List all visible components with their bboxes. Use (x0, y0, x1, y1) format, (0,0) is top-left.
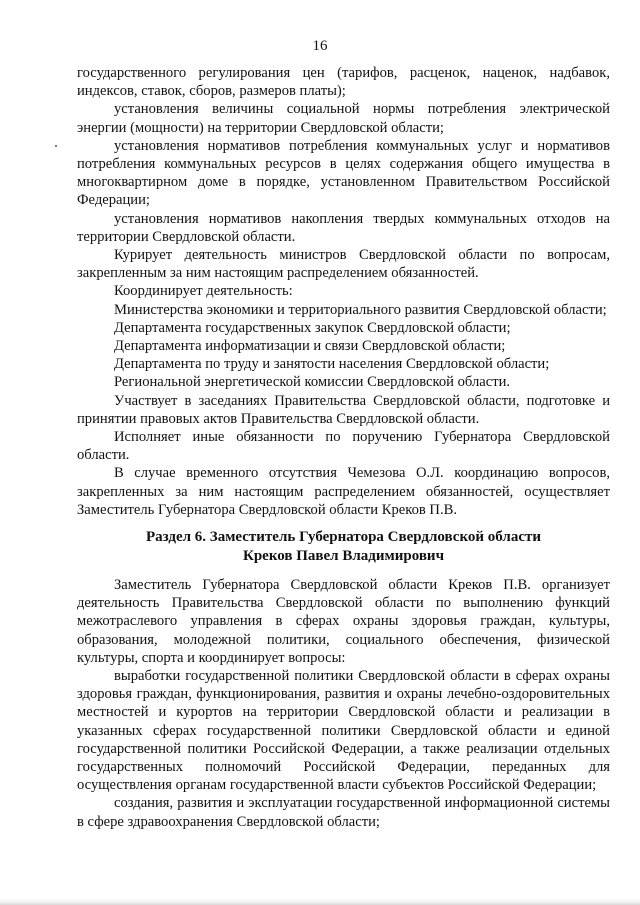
paragraph: установления величины социальной нормы потребления электрической энергии (мощности) на территории Свердловской области; (77, 101, 610, 136)
page-number: 16 (312, 38, 328, 54)
list-item: Региональной энергетической комиссии Свердловской области. (114, 374, 511, 391)
paragraph: Исполняет иные обязанности по поручению Губернатора Свердловской области. (77, 429, 610, 464)
paragraph: Участвует в заседаниях Правительства Свердловской области, подготовке и принятии правовых актов Правительства Свердловской области. (77, 392, 610, 427)
list-item: Департамента государственных закупок Свердловской области; (114, 319, 511, 336)
bottom-text-block (77, 576, 610, 831)
paragraph: государственного регулирования цен (тарифов, расценок, наценок, надбавок, индексов, ставок, сборов, размеров платы); (77, 65, 610, 100)
section-heading (77, 528, 610, 566)
list-item: Министерства экономики и территориального развития Свердловской области; (114, 301, 607, 318)
section-subtitle: Креков Павел Владимирович (242, 548, 445, 564)
paragraph: Координирует деятельность: (114, 283, 293, 300)
list-item: Департамента информатизации и связи Свердловской области; (114, 338, 506, 355)
section-title: Раздел 6. Заместитель Губернатора Свердловской области (145, 529, 542, 545)
scan-bottom-edge (0, 898, 640, 905)
paragraph: Заместитель Губернатора Свердловской области Креков П.В. организует деятельность Правительства Свердловской области по выполнению функций межотраслевого управления в сферах охраны здоровья граждан, культуры, образования, молодежной политики, социального обеспечения, физической культуры, спорта и координирует вопросы: (77, 577, 610, 666)
paragraph: установления нормативов потребления коммунальных услуг и нормативов потребления коммунальных ресурсов в целях содержания общего имущества в многоквартирном доме в порядке, установленном Правительством Российской Федерации; (77, 137, 610, 209)
paragraph: В случае временного отсутствия Чемезова О.Л. координацию вопросов, закрепленных за ним настоящим распределением обязанностей, осуществляет Заместитель Губернатора Свердловской области Креков П.В. (77, 465, 610, 518)
paragraph: создания, развития и эксплуатации государственной информационной системы в сфере здравоохранения Свердловской области; (77, 795, 610, 830)
paragraph: Курирует деятельность министров Свердловской области по вопросам, закрепленным за ним настоящим распределением обязанностей. (77, 247, 610, 282)
top-text-block (77, 64, 610, 519)
scan-speck (55, 145, 57, 147)
paragraph: установления нормативов накопления твердых коммунальных отходов на территории Свердловской области. (77, 210, 610, 245)
list-item: Департамента по труду и занятости населения Свердловской области; (114, 356, 550, 373)
paragraph: выработки государственной политики Свердловской области в сферах охраны здоровья граждан, функционирования, развития и охраны лечебно-оздоровительных местностей и курортов на территории Свердловской области и реализации в указанных сферах государственной политики Свердловской области и единой государственной политики Российской Федерации, а также реализации отдельных государственных полномочий Российской Федерации, переданных для осуществления органам государственной власти субъектов Российской Федерации; (77, 668, 610, 794)
